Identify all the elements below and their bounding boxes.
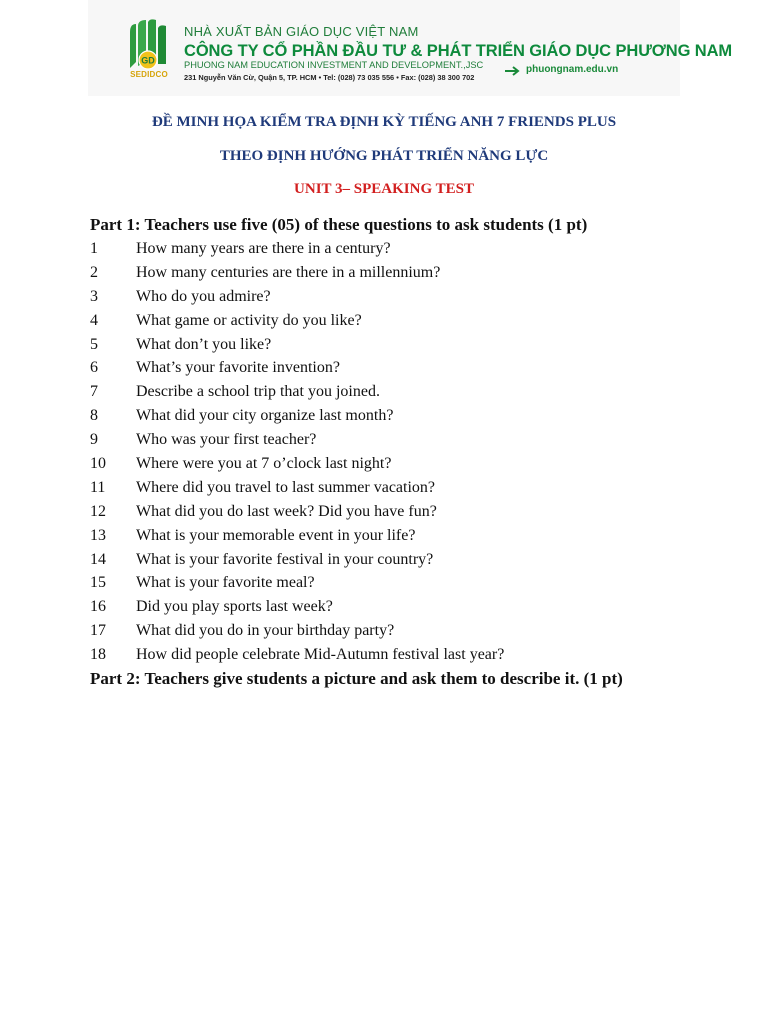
question-text: Describe a school trip that you joined. <box>136 383 380 401</box>
question-row <box>90 312 690 336</box>
question-text: What is your favorite festival in your country? <box>136 550 434 568</box>
question-row <box>90 574 690 598</box>
question-text: Who do you admire? <box>136 287 271 305</box>
question-row <box>90 407 690 431</box>
document-title: ĐỀ MINH HỌA KIỂM TRA ĐỊNH KỲ TIẾNG ANH 7 FRIENDS PLUS <box>151 114 617 130</box>
unit-heading: UNIT 3– SPEAKING TEST <box>294 181 474 197</box>
question-row <box>90 479 690 503</box>
question-text: Who was your first teacher? <box>136 431 317 449</box>
part1-title: Part 1: Teachers use five (05) of these questions to ask students (1 pt) <box>90 215 588 234</box>
question-number: 15 <box>90 574 106 592</box>
question-text: What don’t you like? <box>136 335 272 353</box>
question-text: What did you do in your birthday party? <box>136 622 395 640</box>
question-list <box>90 240 690 670</box>
question-number: 7 <box>90 383 98 401</box>
question-number: 5 <box>90 335 98 353</box>
question-number: 1 <box>90 240 98 257</box>
svg-text:GD: GD <box>141 55 155 66</box>
question-number: 9 <box>90 431 98 449</box>
question-row <box>90 455 690 479</box>
question-number: 18 <box>90 646 106 664</box>
question-row <box>90 646 690 670</box>
question-row <box>90 336 690 360</box>
question-row <box>90 264 690 288</box>
question-text: Where did you travel to last summer vacation? <box>136 478 436 496</box>
company-name: CÔNG TY CỔ PHẦN ĐẦU TƯ & PHÁT TRIỂN GIÁO DỤC PHƯƠNG NAM <box>184 42 733 60</box>
question-text: What is your favorite meal? <box>136 574 315 592</box>
question-text: How did people celebrate Mid-Autumn festival last year? <box>136 646 505 664</box>
question-number: 3 <box>90 287 98 305</box>
question-text: Did you play sports last week? <box>136 598 333 616</box>
logo-wordmark: SEDIDCO <box>130 70 168 79</box>
question-text: What did you do last week? Did you have fun? <box>136 502 437 520</box>
question-text: What’s your favorite invention? <box>136 359 340 377</box>
question-row <box>90 431 690 455</box>
question-row <box>90 622 690 646</box>
question-row <box>90 551 690 575</box>
part2-title: Part 2: Teachers give students a picture and ask them to describe it. (1 pt) <box>90 669 623 688</box>
question-number: 8 <box>90 407 98 425</box>
question-number: 4 <box>90 311 98 329</box>
question-number: 2 <box>90 263 98 281</box>
question-number: 11 <box>90 478 106 496</box>
question-number: 10 <box>90 455 106 473</box>
question-number: 12 <box>90 502 106 520</box>
question-text: How many years are there in a century? <box>136 240 391 257</box>
question-number: 6 <box>90 359 98 377</box>
company-contact: 231 Nguyễn Văn Cừ, Quận 5, TP. HCM • Tel: (028) 73 035 556 • Fax: (028) 38 300 702 <box>184 73 475 82</box>
question-number: 13 <box>90 526 106 544</box>
question-text: How many centuries are there in a millennium? <box>136 263 441 281</box>
question-row <box>90 359 690 383</box>
question-text: What game or activity do you like? <box>136 311 362 329</box>
question-number: 14 <box>90 550 106 568</box>
company-english-name: PHUONG NAM EDUCATION INVESTMENT AND DEVELOPMENT.,JSC <box>184 60 484 70</box>
document-subtitle: THEO ĐỊNH HƯỚNG PHÁT TRIỂN NĂNG LỰC <box>219 148 549 164</box>
question-number: 16 <box>90 598 106 616</box>
question-number: 17 <box>90 622 106 640</box>
question-text: What did your city organize last month? <box>136 407 394 425</box>
question-row <box>90 288 690 312</box>
question-row <box>90 527 690 551</box>
arrow-icon <box>505 66 523 76</box>
question-row <box>90 240 690 264</box>
publisher-name: NHÀ XUẤT BẢN GIÁO DỤC VIỆT NAM <box>184 24 419 39</box>
website-link[interactable]: phuongnam.edu.vn <box>526 64 619 75</box>
question-text: Where were you at 7 o’clock last night? <box>136 455 392 473</box>
question-row <box>90 383 690 407</box>
question-row <box>90 503 690 527</box>
letterhead <box>88 0 733 96</box>
question-row <box>90 598 690 622</box>
question-text: What is your memorable event in your life? <box>136 526 416 544</box>
